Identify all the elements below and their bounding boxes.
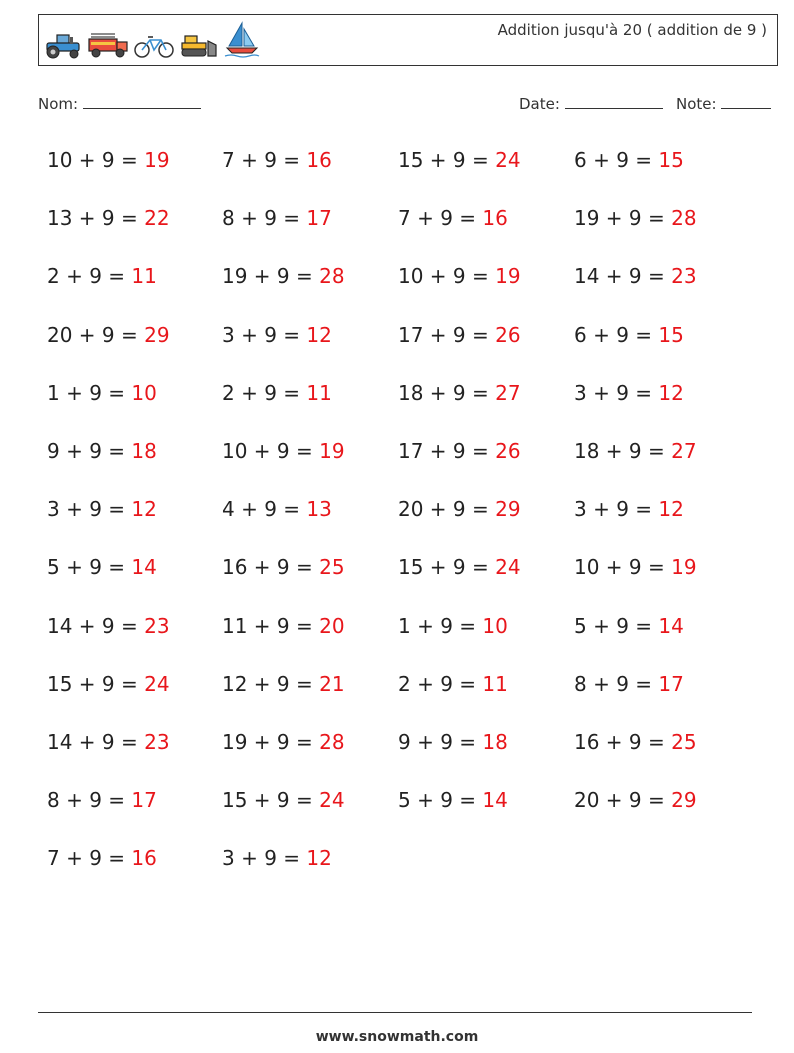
problem-item xyxy=(47,672,170,696)
bicycle-icon xyxy=(133,31,175,59)
problem-question: 20 + 9 = xyxy=(47,322,145,347)
problem-item xyxy=(398,206,508,230)
problem-item xyxy=(398,614,508,638)
problem-answer: 27 xyxy=(671,439,697,463)
problem-question: 16 + 9 = xyxy=(222,555,320,580)
note-label: Note: xyxy=(676,95,717,113)
problem-item xyxy=(222,381,332,405)
problem-answer: 15 xyxy=(658,148,684,172)
problem-item xyxy=(398,264,521,288)
problem-item xyxy=(398,439,521,463)
problem-answer: 12 xyxy=(131,497,157,522)
problem-question: 10 + 9 = xyxy=(574,555,672,580)
problem-item xyxy=(222,614,345,638)
problem-question: 10 + 9 = xyxy=(47,148,145,172)
problem-question: 15 + 9 = xyxy=(398,555,496,580)
problem-answer: 28 xyxy=(671,206,697,231)
problem-item xyxy=(47,381,157,405)
problem-item xyxy=(222,323,332,347)
note-field xyxy=(676,94,771,113)
problem-question: 8 + 9 = xyxy=(574,671,659,696)
problem-answer: 16 xyxy=(482,206,508,231)
problem-answer: 17 xyxy=(131,788,157,813)
problem-item xyxy=(574,555,697,579)
problem-question: 3 + 9 = xyxy=(222,322,307,347)
problem-answer: 29 xyxy=(671,788,697,813)
problem-answer: 12 xyxy=(306,322,332,347)
problem-answer: 18 xyxy=(131,439,157,463)
problem-answer: 10 xyxy=(482,613,508,638)
problem-answer: 18 xyxy=(482,730,508,754)
problem-answer: 19 xyxy=(671,555,697,580)
problem-question: 2 + 9 = xyxy=(47,264,132,289)
problem-answer: 17 xyxy=(306,206,332,231)
problem-item xyxy=(574,672,684,696)
problem-item xyxy=(574,206,697,230)
worksheet-header xyxy=(38,14,778,66)
problem-answer: 29 xyxy=(144,322,170,347)
problem-question: 16 + 9 = xyxy=(574,730,672,754)
problem-item xyxy=(574,264,697,288)
name-label: Nom: xyxy=(38,95,79,113)
problem-item xyxy=(222,264,345,288)
problem-answer: 28 xyxy=(319,264,345,289)
footer-divider xyxy=(38,1012,752,1013)
problem-question: 2 + 9 = xyxy=(398,671,483,696)
problem-question: 6 + 9 = xyxy=(574,148,659,172)
problem-item xyxy=(398,672,508,696)
problem-question: 18 + 9 = xyxy=(574,439,672,463)
problem-answer: 14 xyxy=(131,555,157,580)
sailboat-icon xyxy=(223,21,261,59)
problem-item xyxy=(47,323,170,347)
problem-answer: 11 xyxy=(131,264,157,289)
problem-answer: 14 xyxy=(482,788,508,813)
problem-item xyxy=(574,381,684,405)
problem-item xyxy=(222,846,332,870)
problem-question: 19 + 9 = xyxy=(574,206,672,231)
name-field xyxy=(38,94,201,113)
problem-answer: 16 xyxy=(131,846,157,871)
problem-question: 9 + 9 = xyxy=(398,730,483,754)
problem-item xyxy=(398,381,521,405)
problem-answer: 13 xyxy=(306,497,332,522)
problem-answer: 11 xyxy=(306,380,332,405)
problem-question: 5 + 9 = xyxy=(398,788,483,813)
tractor-icon xyxy=(43,31,83,59)
problem-item xyxy=(47,439,157,463)
problem-question: 6 + 9 = xyxy=(574,322,659,347)
problem-question: 5 + 9 = xyxy=(574,613,659,638)
problem-answer: 14 xyxy=(658,613,684,638)
problem-answer: 20 xyxy=(319,613,345,638)
problem-question: 1 + 9 = xyxy=(398,613,483,638)
problem-item xyxy=(398,148,521,172)
problem-answer: 25 xyxy=(671,730,697,754)
problem-item xyxy=(398,788,508,812)
problem-question: 8 + 9 = xyxy=(222,206,307,231)
problem-question: 1 + 9 = xyxy=(47,380,132,405)
problem-answer: 15 xyxy=(658,322,684,347)
problem-item xyxy=(222,672,345,696)
problem-question: 9 + 9 = xyxy=(47,439,132,463)
problem-question: 11 + 9 = xyxy=(222,613,320,638)
problem-question: 14 + 9 = xyxy=(47,613,145,638)
problem-item xyxy=(222,206,332,230)
page-title: Addition jusqu'à 20 ( addition de 9 ) xyxy=(497,21,767,39)
problem-answer: 17 xyxy=(658,671,684,696)
problem-answer: 24 xyxy=(495,148,521,172)
problem-item xyxy=(222,497,332,521)
problem-answer: 22 xyxy=(144,206,170,231)
problem-answer: 26 xyxy=(495,322,521,347)
problem-question: 20 + 9 = xyxy=(398,497,496,522)
problem-answer: 21 xyxy=(319,671,345,696)
problem-question: 19 + 9 = xyxy=(222,730,320,754)
problem-question: 18 + 9 = xyxy=(398,380,496,405)
problem-item xyxy=(222,439,345,463)
problem-question: 7 + 9 = xyxy=(222,148,307,172)
problem-item xyxy=(222,730,345,754)
problem-item xyxy=(47,264,157,288)
problem-item xyxy=(398,555,521,579)
problem-answer: 25 xyxy=(319,555,345,580)
problem-answer: 19 xyxy=(319,439,345,463)
problem-answer: 24 xyxy=(495,555,521,580)
date-blank xyxy=(565,94,663,109)
bulldozer-icon xyxy=(179,31,219,59)
problem-question: 4 + 9 = xyxy=(222,497,307,522)
problem-item xyxy=(47,846,157,870)
date-field xyxy=(519,94,663,113)
problem-item xyxy=(574,614,684,638)
problem-answer: 27 xyxy=(495,380,521,405)
problem-question: 8 + 9 = xyxy=(47,788,132,813)
name-blank xyxy=(83,94,201,109)
problem-answer: 29 xyxy=(495,497,521,522)
vehicle-icons xyxy=(43,21,261,59)
problem-answer: 26 xyxy=(495,439,521,463)
problem-item xyxy=(574,439,697,463)
problem-answer: 24 xyxy=(144,671,170,696)
problem-answer: 19 xyxy=(144,148,170,172)
problem-question: 7 + 9 = xyxy=(47,846,132,871)
problem-question: 15 + 9 = xyxy=(222,788,320,813)
problem-answer: 28 xyxy=(319,730,345,754)
problem-question: 10 + 9 = xyxy=(398,264,496,289)
problem-question: 19 + 9 = xyxy=(222,264,320,289)
problem-question: 5 + 9 = xyxy=(47,555,132,580)
problem-item xyxy=(574,730,697,754)
problem-item xyxy=(574,788,697,812)
problem-answer: 10 xyxy=(131,380,157,405)
problem-question: 15 + 9 = xyxy=(47,671,145,696)
problem-item xyxy=(398,323,521,347)
footer-url: www.snowmath.com xyxy=(315,1029,479,1045)
problem-item xyxy=(398,497,521,521)
problem-answer: 12 xyxy=(306,846,332,871)
problem-question: 17 + 9 = xyxy=(398,322,496,347)
note-blank xyxy=(721,94,771,109)
problem-item xyxy=(574,148,684,172)
problem-answer: 16 xyxy=(306,148,332,172)
problem-answer: 24 xyxy=(319,788,345,813)
problem-item xyxy=(222,788,345,812)
problem-answer: 23 xyxy=(671,264,697,289)
date-label: Date: xyxy=(519,95,560,113)
problem-question: 3 + 9 = xyxy=(47,497,132,522)
problem-answer: 11 xyxy=(482,671,508,696)
problem-question: 7 + 9 = xyxy=(398,206,483,231)
problem-question: 3 + 9 = xyxy=(222,846,307,871)
problem-question: 17 + 9 = xyxy=(398,439,496,463)
problem-item xyxy=(398,730,508,754)
problem-answer: 19 xyxy=(495,264,521,289)
problem-question: 3 + 9 = xyxy=(574,380,659,405)
problem-question: 14 + 9 = xyxy=(574,264,672,289)
problem-item xyxy=(574,497,684,521)
problem-item xyxy=(47,614,170,638)
problem-item xyxy=(47,730,170,754)
problem-item xyxy=(47,555,157,579)
problem-question: 2 + 9 = xyxy=(222,380,307,405)
problem-item xyxy=(47,497,157,521)
problem-item xyxy=(222,148,332,172)
fire-truck-icon xyxy=(87,31,129,59)
problem-item xyxy=(47,788,157,812)
problem-question: 15 + 9 = xyxy=(398,148,496,172)
problem-item xyxy=(47,148,170,172)
problem-question: 10 + 9 = xyxy=(222,439,320,463)
problem-answer: 12 xyxy=(658,497,684,522)
problem-answer: 23 xyxy=(144,613,170,638)
problem-answer: 12 xyxy=(658,380,684,405)
problem-answer: 23 xyxy=(144,730,170,754)
problem-question: 3 + 9 = xyxy=(574,497,659,522)
problem-question: 14 + 9 = xyxy=(47,730,145,754)
problem-item xyxy=(574,323,684,347)
problem-question: 20 + 9 = xyxy=(574,788,672,813)
problem-item xyxy=(222,555,345,579)
problem-item xyxy=(47,206,170,230)
problem-question: 12 + 9 = xyxy=(222,671,320,696)
problem-question: 13 + 9 = xyxy=(47,206,145,231)
